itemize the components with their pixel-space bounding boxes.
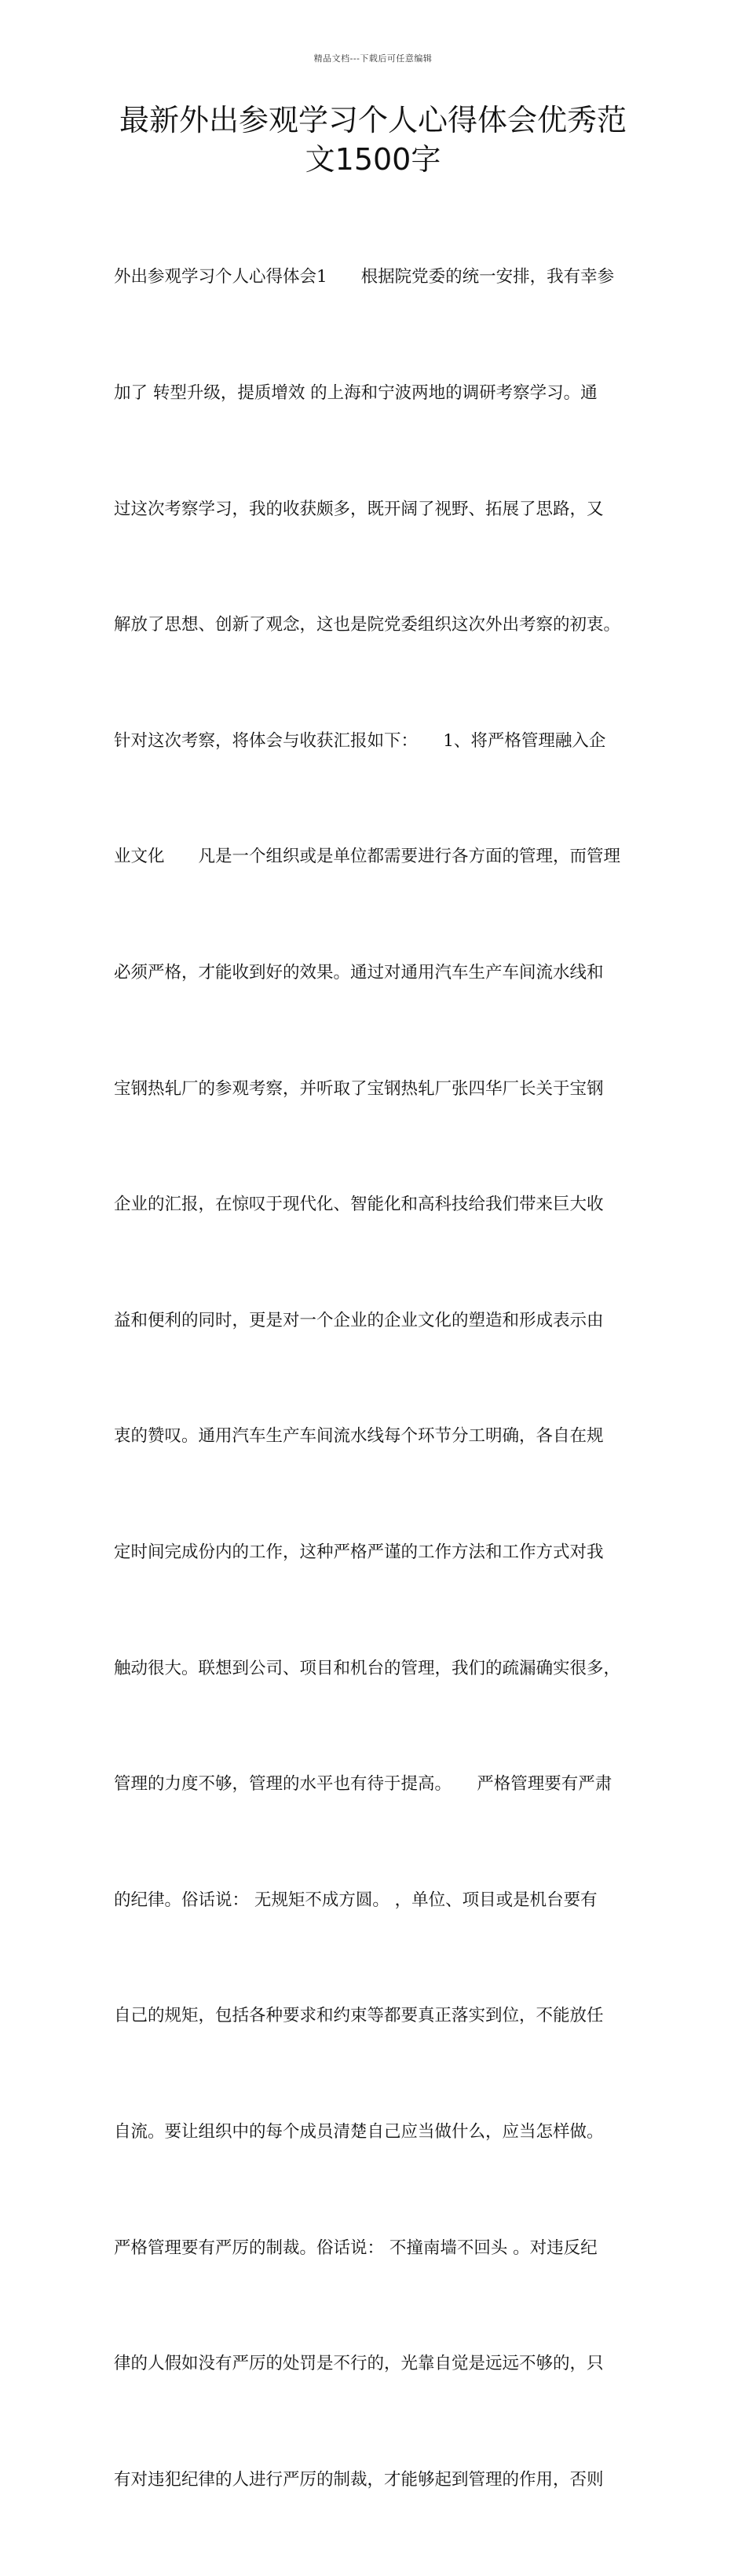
title-line-1: 最新外出参观学习个人心得体会优秀范 xyxy=(119,103,627,137)
body-line: 的纪律。俗话说： 无规矩不成方圆。 ，单位、项目或是机台要有 xyxy=(114,1890,598,1910)
body-line: 必须严格，才能收到好的效果。通过对通用汽车生产车间流水线和 xyxy=(114,962,604,982)
body-line: 解放了思想、创新了观念，这也是院党委组织这次外出考察的初衷。 xyxy=(114,615,621,635)
body-line: 触动很大。联想到公司、项目和机台的管理，我们的疏漏确实很多， xyxy=(114,1658,621,1678)
body-line: 过这次考察学习，我的收获颇多，既开阔了视野、拓展了思路，又 xyxy=(114,499,604,519)
body-line: 定时间完成份内的工作，这种严格严谨的工作方法和工作方式对我 xyxy=(114,1542,604,1562)
body-line: 律的人假如没有严厉的处罚是不行的，光靠自觉是远远不够的，只 xyxy=(114,2354,604,2374)
body-line: 衷的赞叹。通用汽车生产车间流水线每个环节分工明确，各自在规 xyxy=(114,1426,604,1447)
body-line: 针对这次考察，将体会与收获汇报如下： 1、将严格管理融入企 xyxy=(114,730,606,751)
body-line: 加了 转型升级，提质增效 的上海和宁波两地的调研考察学习。通 xyxy=(114,383,598,403)
body-line: 自流。要让组织中的每个成员清楚自己应当做什么，应当怎样做。 xyxy=(114,2121,604,2142)
body-line: 管理的力度不够，管理的水平也有待于提高。 严格管理要有严肃 xyxy=(114,1774,613,1795)
document-title xyxy=(86,101,660,179)
body-line: 业文化 凡是一个组织或是单位都需要进行各方面的管理，而管理 xyxy=(114,847,621,867)
body-line: 宝钢热轧厂的参观考察，并听取了宝钢热轧厂张四华厂长关于宝钢 xyxy=(114,1078,604,1099)
body-line: 益和便利的同时，更是对一个企业的企业文化的塑造和形成表示由 xyxy=(114,1310,604,1330)
body-line: 外出参观学习个人心得体会1 根据院党委的统一安排，我有幸参 xyxy=(114,267,615,287)
body-line: 严格管理要有严厉的制裁。俗话说： 不撞南墙不回头 。对违反纪 xyxy=(114,2238,598,2258)
document-body xyxy=(114,181,646,2576)
body-line: 有对违犯纪律的人进行严厉的制裁，才能够起到管理的作用，否则 xyxy=(114,2469,604,2490)
body-line: 自己的规矩，包括各种要求和约束等都要真正落实到位，不能放任 xyxy=(114,2006,604,2026)
title-line-2: 文1500字 xyxy=(305,142,441,177)
body-line: 企业的汇报，在惊叹于现代化、智能化和高科技给我们带来巨大收 xyxy=(114,1195,604,1215)
header-note: 精品文档---下载后可任意编辑 xyxy=(313,53,433,64)
